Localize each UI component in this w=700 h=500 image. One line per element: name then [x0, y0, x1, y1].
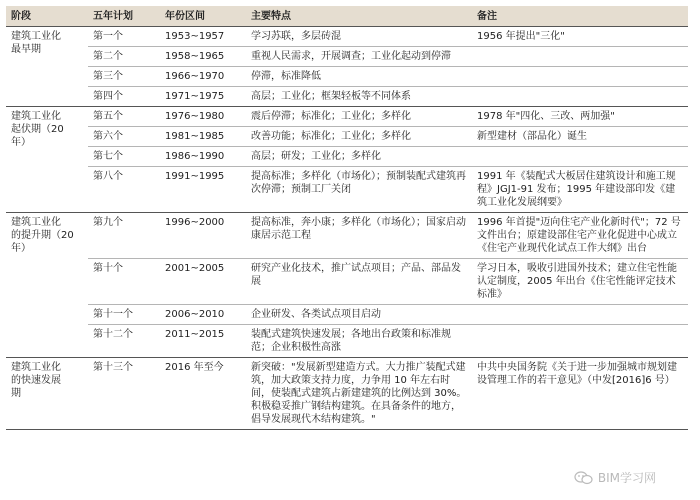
notes-cell — [472, 147, 688, 167]
plan-cell: 第四个 — [88, 87, 160, 107]
features-cell: 高层；研发；工业化；多样化 — [246, 147, 472, 167]
plan-cell: 第三个 — [88, 67, 160, 87]
header-features: 主要特点 — [246, 6, 472, 27]
plan-cell: 第二个 — [88, 47, 160, 67]
notes-cell — [472, 87, 688, 107]
features-cell: 高层；工业化；框架轻板等不同体系 — [246, 87, 472, 107]
features-cell: 重视人民需求，开展调查；工业化起动到停滞 — [246, 47, 472, 67]
plan-cell: 第五个 — [88, 107, 160, 127]
stage-cell: 建筑工业化 起伏期（20 年） — [6, 107, 88, 213]
watermark-text: BIM学习网 — [597, 471, 656, 485]
header-notes: 备注 — [472, 6, 688, 27]
stage-cell: 建筑工业化 最早期 — [6, 27, 88, 107]
features-cell: 停滞，标准降低 — [246, 67, 472, 87]
years-cell: 1981~1985 — [160, 127, 246, 147]
features-cell: 改善功能；标准化；工业化；多样化 — [246, 127, 472, 147]
notes-cell — [472, 47, 688, 67]
table-row — [6, 358, 688, 430]
years-cell: 1971~1975 — [160, 87, 246, 107]
years-cell: 2006~2010 — [160, 305, 246, 325]
years-cell: 1991~1995 — [160, 167, 246, 213]
years-cell: 1953~1957 — [160, 27, 246, 47]
years-cell: 2011~2015 — [160, 325, 246, 358]
features-cell: 装配式建筑快速发展；各地出台政策和标准规范；企业积极性高涨 — [246, 325, 472, 358]
notes-cell: 1978 年"四化、三改、两加强" — [472, 107, 688, 127]
table-row — [6, 325, 688, 358]
table-header-row — [6, 6, 688, 27]
plan-cell: 第一个 — [88, 27, 160, 47]
notes-cell: 1956 年提出"三化" — [472, 27, 688, 47]
notes-cell: 1996 年首提"迈向住宅产业化新时代"；72 号文件出台；原建设部住宅产业化促进中心成立《住宅产业现代化试点工作大纲》出台 — [472, 213, 688, 259]
plan-cell: 第八个 — [88, 167, 160, 213]
features-cell: 研究产业化技术，推广试点项目；产品、部品发展 — [246, 259, 472, 305]
plan-cell: 第七个 — [88, 147, 160, 167]
years-cell: 1996~2000 — [160, 213, 246, 259]
years-cell: 1958~1965 — [160, 47, 246, 67]
features-cell: 企业研发、各类试点项目启动 — [246, 305, 472, 325]
table-row — [6, 27, 688, 47]
table-row — [6, 127, 688, 147]
header-plan: 五年计划 — [88, 6, 160, 27]
years-cell: 1986~1990 — [160, 147, 246, 167]
table-row — [6, 67, 688, 87]
years-cell: 2016 年至今 — [160, 358, 246, 430]
features-cell: 提高标准，奔小康；多样化（市场化）；国家启动康居示范工程 — [246, 213, 472, 259]
table-row — [6, 167, 688, 213]
years-cell: 2001~2005 — [160, 259, 246, 305]
notes-cell: 新型建材（部品化）诞生 — [472, 127, 688, 147]
wechat-logo-icon — [574, 471, 594, 485]
watermark — [574, 469, 656, 486]
plan-cell: 第九个 — [88, 213, 160, 259]
table-row — [6, 213, 688, 259]
notes-cell: 中共中央国务院《关于进一步加强城市规划建设管理工作的若干意见》（中发[2016]6 号） — [472, 358, 688, 430]
notes-cell: 学习日本，吸收引进国外技术；建立住宅性能认定制度，2005 年出台《住宅性能评定技术标准》 — [472, 259, 688, 305]
header-stage: 阶段 — [6, 6, 88, 27]
notes-cell — [472, 305, 688, 325]
plan-cell: 第十二个 — [88, 325, 160, 358]
table-row — [6, 305, 688, 325]
five-year-plan-table — [6, 6, 688, 430]
table-row — [6, 87, 688, 107]
years-cell: 1976~1980 — [160, 107, 246, 127]
table-row — [6, 147, 688, 167]
stage-cell: 建筑工业化 的快速发展 期 — [6, 358, 88, 430]
plan-cell: 第六个 — [88, 127, 160, 147]
features-cell: 震后停滞；标准化；工业化；多样化 — [246, 107, 472, 127]
header-years: 年份区间 — [160, 6, 246, 27]
features-cell: 学习苏联，多层砖混 — [246, 27, 472, 47]
years-cell: 1966~1970 — [160, 67, 246, 87]
table-row — [6, 47, 688, 67]
table-row — [6, 107, 688, 127]
features-cell: 新突破："发展新型建造方式。大力推广装配式建筑，加大政策支持力度，力争用 10 年左右时间，使装配式建筑占新建建筑的比例达到 30%。积极稳妥推广钢结构建筑。在具备条件的地方，倡导发展现代木结构建筑。" — [246, 358, 472, 430]
plan-cell: 第十三个 — [88, 358, 160, 430]
stage-cell: 建筑工业化 的提升期（20 年） — [6, 213, 88, 358]
notes-cell: 1991 年《装配式大板居住建筑设计和施工规程》JGJ1-91 发布；1995 年建设部印发《建筑工业化发展纲要》 — [472, 167, 688, 213]
plan-cell: 第十个 — [88, 259, 160, 305]
notes-cell — [472, 325, 688, 358]
table-body — [6, 27, 688, 430]
plan-cell: 第十一个 — [88, 305, 160, 325]
notes-cell — [472, 67, 688, 87]
table-row — [6, 259, 688, 305]
features-cell: 提高标准；多样化（市场化）；预制装配式建筑再次停滞；预制工厂关闭 — [246, 167, 472, 213]
